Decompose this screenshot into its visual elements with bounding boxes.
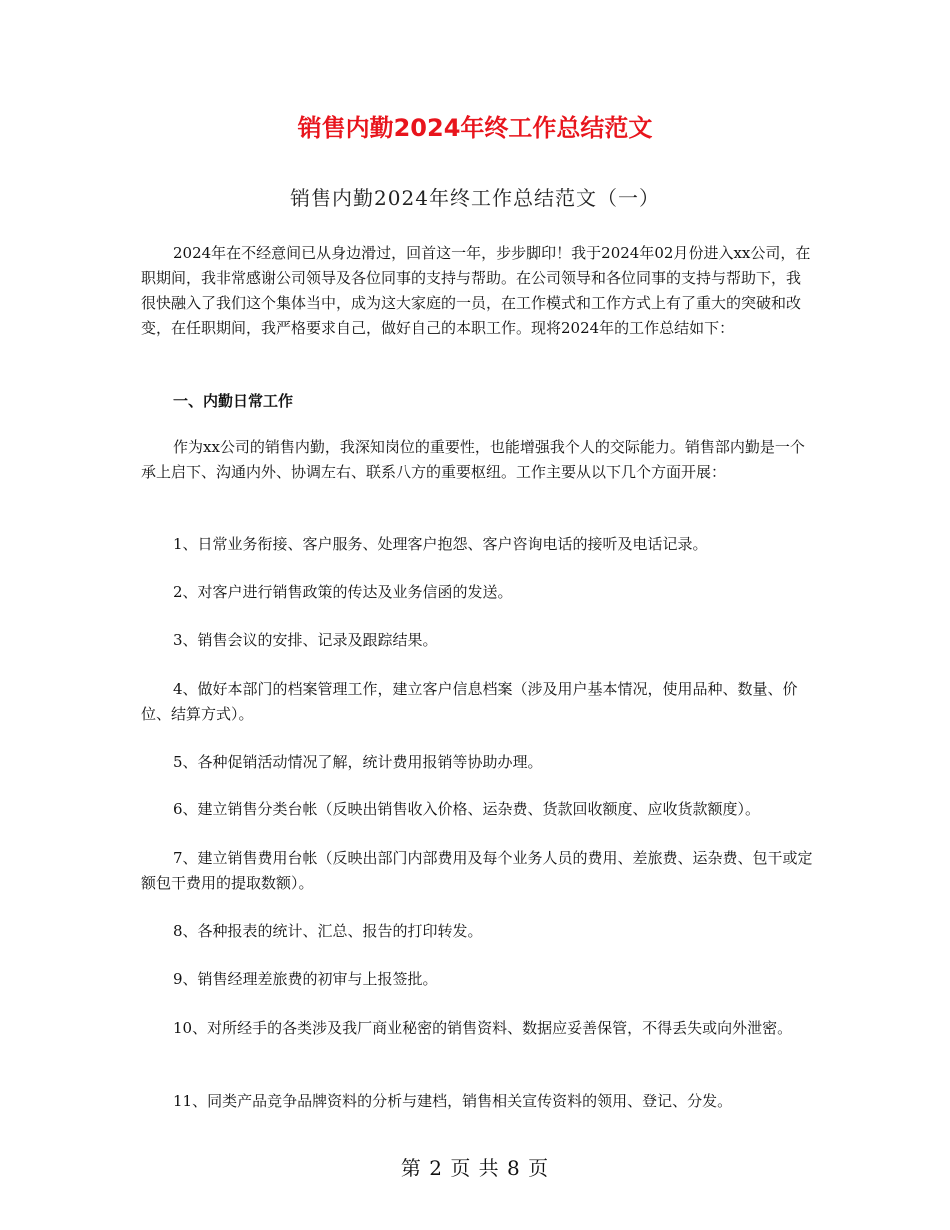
document-subtitle: 销售内勤2024年终工作总结范文（一）: [290, 186, 660, 210]
list-item-10: 10、对所经手的各类涉及我厂商业秘密的销售资料、数据应妥善保管，不得丢失或向外泄密。: [173, 1019, 793, 1037]
list-item-6: 6、建立销售分类台帐（反映出销售收入价格、运杂费、货款回收额度、应收货款额度）。: [173, 800, 761, 818]
list-item-4: 4、做好本部门的档案管理工作，建立客户信息档案（涉及用户基本情况，使用品种、数量、价位、结算方式）。: [141, 680, 798, 723]
list-item-8: 8、各种报表的统计、汇总、报告的打印转发。: [173, 922, 483, 940]
list-item-7: 7、建立销售费用台帐（反映出部门内部费用及每个业务人员的费用、差旅费、运杂费、包干或定额包干费用的提取数额）。: [141, 849, 813, 892]
section-heading: 一、内勤日常工作: [173, 392, 294, 410]
section-intro-paragraph: 作为xx公司的销售内勤，我深知岗位的重要性，也能增强我个人的交际能力。销售部内勤是一个承上启下、沟通内外、协调左右、联系八方的重要枢纽。工作主要从以下几个方面开展：: [141, 438, 805, 481]
list-item-9: 9、销售经理差旅费的初审与上报签批。: [173, 970, 438, 988]
list-item-2: 2、对客户进行销售政策的传达及业务信函的发送。: [173, 583, 513, 601]
intro-paragraph: 2024年在不经意间已从身边滑过，回首这一年，步步脚印！我于2024年02月份进入xx公司，在职期间，我非常感谢公司领导及各位同事的支持与帮助。在公司领导和各位同事的支持与帮助下，我很快融入了我们这个集体当中，成为这大家庭的一员，在工作模式和工作方式上有了重大的突破和改变，在任职期间，我严格要求自己，做好自己的本职工作。现将2024年的工作总结如下：: [141, 244, 811, 337]
list-item-3: 3、销售会议的安排、记录及跟踪结果。: [173, 631, 438, 649]
document-title: 销售内勤2024年终工作总结范文: [297, 114, 653, 142]
page-number-footer: 第 2 页 共 8 页: [400, 1156, 550, 1180]
list-item-5: 5、各种促销活动情况了解，统计费用报销等协助办理。: [173, 753, 543, 771]
list-item-1: 1、日常业务衔接、客户服务、处理客户抱怨、客户咨询电话的接听及电话记录。: [173, 535, 708, 553]
list-item-11: 11、同类产品竞争品牌资料的分析与建档，销售相关宣传资料的领用、登记、分发。: [173, 1092, 733, 1110]
